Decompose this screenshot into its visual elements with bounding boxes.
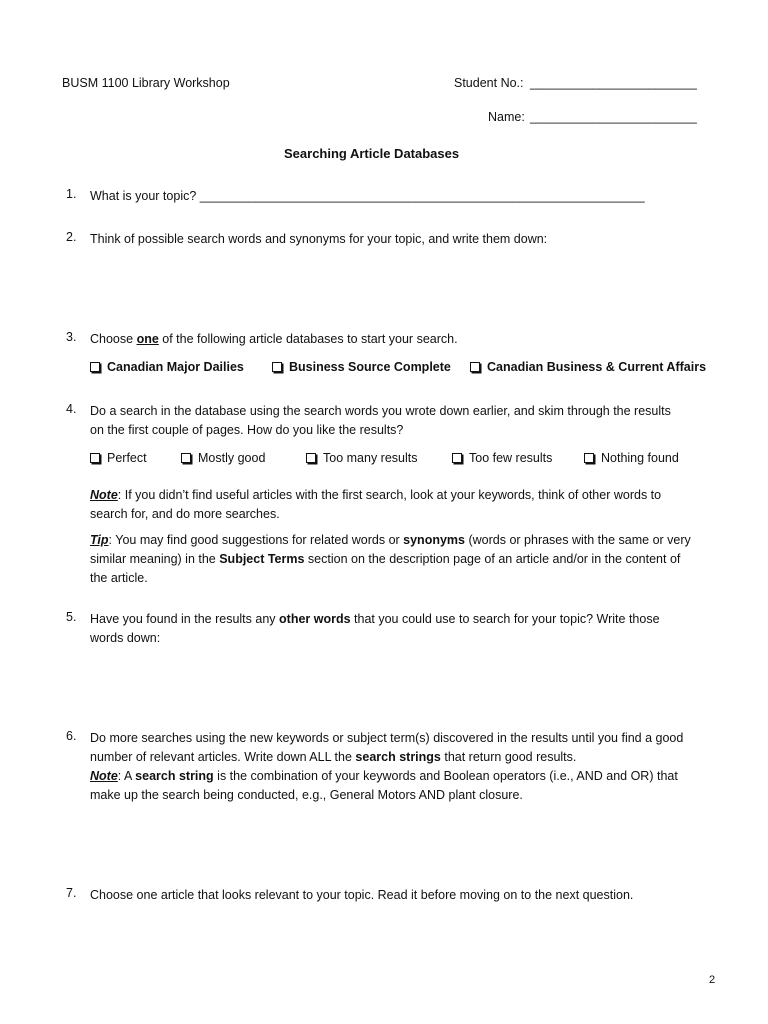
option-mostly-good[interactable]: Mostly good <box>181 451 265 465</box>
question-text: on the first couple of pages. How do you like the results? <box>90 423 404 437</box>
page-title: Searching Article Databases <box>284 146 460 161</box>
question-text: of the following article databases to start your search. <box>158 332 458 346</box>
question-number: 6. <box>66 729 77 743</box>
question-text: Choose one article that looks relevant to your topic. Read it before moving on to the next question. <box>90 888 634 902</box>
student-no-label: Student No.: <box>454 76 524 90</box>
course-title: BUSM 1100 Library Workshop <box>62 76 230 90</box>
checkbox-icon[interactable] <box>306 453 316 463</box>
checkbox-icon[interactable] <box>90 362 100 372</box>
option-perfect[interactable]: Perfect <box>90 451 147 465</box>
note-label: Note <box>90 488 118 502</box>
checkbox-icon[interactable] <box>452 453 462 463</box>
note-paragraph: Note: If you didn’t find useful articles with the first search, look at your keywords, think of other words to search for, and do more searches. <box>90 488 662 521</box>
topic-answer-line[interactable]: ________________________________________________________________ <box>199 189 645 203</box>
option-business-source-complete[interactable]: Business Source Complete <box>272 360 451 374</box>
option-nothing-found[interactable]: Nothing found <box>584 451 679 465</box>
emphasis-one: one <box>136 332 159 346</box>
checkbox-icon[interactable] <box>272 362 282 372</box>
question-number: 7. <box>66 886 77 900</box>
question-number: 1. <box>66 187 77 201</box>
option-too-many-results[interactable]: Too many results <box>306 451 417 465</box>
question-text: Choose <box>90 332 137 346</box>
question-text: Do a search in the database using the search words you wrote down earlier, and skim through the results <box>90 404 671 418</box>
question-text: Think of possible search words and synonyms for your topic, and write them down: <box>90 232 548 246</box>
checkbox-icon[interactable] <box>470 362 480 372</box>
checkbox-icon[interactable] <box>584 453 594 463</box>
name-field[interactable]: ________________________ <box>530 110 697 124</box>
checkbox-icon[interactable] <box>90 453 100 463</box>
question-text: What is your topic? <box>90 189 197 203</box>
page-number: 2 <box>709 974 716 986</box>
question-number: 4. <box>66 402 77 416</box>
student-no-field[interactable]: ________________________ <box>530 76 697 90</box>
note-label: Note <box>90 769 118 783</box>
option-too-few-results[interactable]: Too few results <box>452 451 552 465</box>
tip-paragraph: Tip: You may find good suggestions for related words or synonyms (words or phrases with the same or very similar meaning) in the Subject Terms section on the description page of an article and/or in the content of the article. <box>90 533 691 585</box>
question-number: 5. <box>66 610 77 624</box>
question-number: 2. <box>66 230 77 244</box>
name-label: Name: <box>488 110 525 124</box>
option-canadian-business-current-affairs[interactable]: Canadian Business & Current Affairs <box>470 360 706 374</box>
question-number: 3. <box>66 330 77 344</box>
checkbox-icon[interactable] <box>181 453 191 463</box>
tip-label: Tip <box>90 533 109 547</box>
option-canadian-major-dailies[interactable]: Canadian Major Dailies <box>90 360 244 374</box>
worksheet-page: BUSM 1100 Library Workshop Student No.: ________________________ Name: ________________________ Searching Article Databases 1. What is your topic? ________________________________________________________________ 2. Think of possible search words and synonyms for your topic, and write them down: 3. Choose one of the following article databases to start your search. Canadian Major Dailies Business Source Complete Canadian Business & Current Affairs 4. Do a search in the database using the search words you wrote down earlier, and skim through the results on the first couple of pages. How do you like the results? Perfect Mostly good Too many results Too few results Nothing found Note: If you didn’t find useful articles with the first search, look at your keywords, think of other words to search for, and do more searches. Tip: You may find good suggestions for related words or synonyms (words or phrases with the same or very similar meaning) in the Subject Terms section on the description page of an article and/or in the content of the article. 5. Have you found in the results any other words that you could use to search for your topic? Write those words down: 6. Do more searches using the new keywords or subject term(s) discovered in the results until you find a good number of relevant articles. Write down ALL the search strings that return good results. Note: A search string is the combination of your keywords and Boolean operators (i.e., AND and OR) that make up the search being conducted, e.g., General Motors AND plant closure. 7. Choose one article that looks relevant to your topic. Read it before moving on to the next question. 2 <box>62 76 716 986</box>
